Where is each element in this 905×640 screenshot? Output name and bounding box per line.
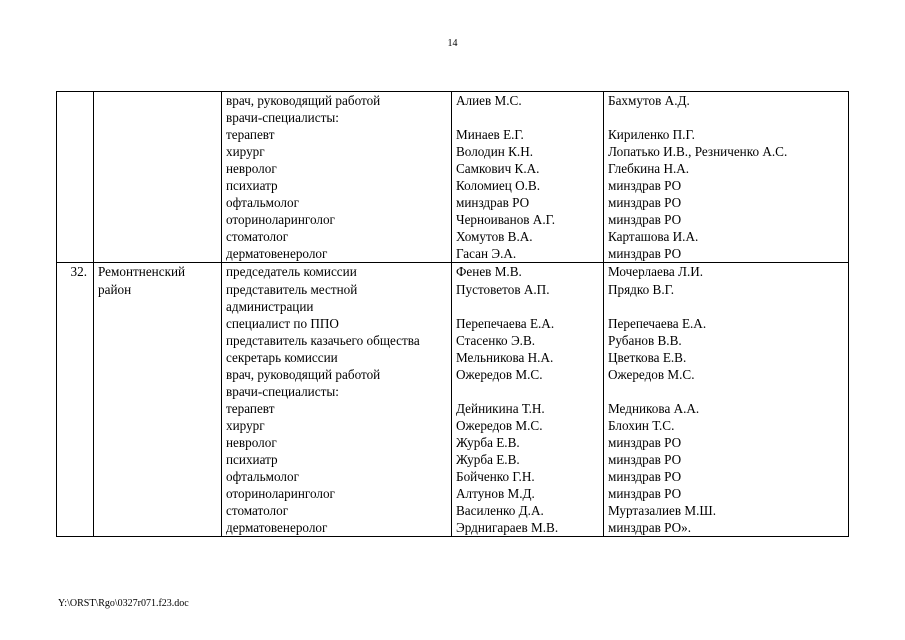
table-body	[57, 92, 849, 537]
footer-file-path: Y:\ORST\Rgo\0327r071.f23.doc	[58, 598, 189, 609]
member-line: Алтунов М.Д.	[456, 486, 535, 502]
member-cell	[452, 92, 604, 263]
deputy-line: минздрав РО	[608, 434, 682, 450]
position-line: дерматовенеролог	[226, 520, 328, 536]
member-line: Минаев Е.Г.	[456, 127, 524, 143]
deputy-line: Прядко В.Г.	[608, 281, 675, 297]
member-line: Пустоветов А.П.	[456, 281, 550, 297]
position-line: дерматовенеролог	[226, 246, 328, 262]
member-line: Володин К.Н.	[456, 144, 534, 160]
position-line: специалист по ППО	[226, 315, 339, 331]
deputy-line: минздрав РО	[608, 246, 682, 262]
member-line: Алиев М.С.	[456, 93, 522, 108]
deputy-line: Ожередов М.С.	[608, 366, 695, 382]
member-line: Эрднигараев М.В.	[456, 520, 559, 536]
member-line	[456, 298, 603, 315]
deputy-line: Бахмутов А.Д.	[608, 93, 690, 108]
deputy-line: Муртазалиев М.Ш.	[608, 503, 717, 519]
district-cell	[94, 263, 222, 537]
position-line: психиатр	[226, 178, 278, 194]
deputy-line: Рубанов В.В.	[608, 332, 682, 348]
member-line: Мельникова Н.А.	[456, 349, 554, 365]
member-line: Самкович К.А.	[456, 161, 540, 177]
position-line: администрации	[226, 298, 314, 314]
position-line: оториноларинголог	[226, 486, 335, 502]
member-line	[456, 383, 603, 400]
member-line: Стасенко Э.В.	[456, 332, 536, 348]
position-line: хирург	[226, 417, 265, 433]
deputy-line: минздрав РО	[608, 195, 682, 211]
deputy-line	[608, 383, 848, 400]
deputy-line: Карташова И.А.	[608, 229, 699, 245]
position-line: офтальмолог	[226, 195, 299, 211]
deputy-line: минздрав РО	[608, 469, 682, 485]
deputy-line: минздрав РО	[608, 178, 682, 194]
member-line: Журба Е.В.	[456, 451, 520, 467]
position-line: офтальмолог	[226, 469, 299, 485]
position-line: терапевт	[226, 127, 275, 143]
deputy-line: Кириленко П.Г.	[608, 127, 695, 143]
deputy-cell	[604, 92, 849, 263]
member-line: Дейникина Т.Н.	[456, 400, 545, 416]
deputy-line: минздрав РО	[608, 451, 682, 467]
deputy-line: Глебкина Н.А.	[608, 161, 690, 177]
member-line: Гасан Э.А.	[456, 246, 517, 262]
row-number: 32.	[70, 264, 87, 280]
row-number-cell	[57, 92, 94, 263]
position-line: психиатр	[226, 451, 278, 467]
position-line: секретарь комиссии	[226, 349, 338, 365]
deputy-line: Медникова А.А.	[608, 400, 700, 416]
deputy-line: Блохин Т.С.	[608, 417, 675, 433]
member-line: Ожередов М.С.	[456, 417, 543, 433]
position-line: стоматолог	[226, 229, 289, 245]
member-line: Хомутов В.А.	[456, 229, 533, 245]
member-cell	[452, 263, 604, 537]
deputy-line	[608, 298, 848, 315]
district-line: Ремонтненский	[98, 264, 186, 280]
page-number: 14	[447, 38, 458, 49]
member-line: минздрав РО	[456, 195, 530, 211]
position-line: невролог	[226, 161, 277, 177]
member-line: Василенко Д.А.	[456, 503, 544, 519]
position-line: представитель местной	[226, 281, 358, 297]
member-line: Коломиец О.В.	[456, 178, 541, 194]
row-number	[61, 92, 87, 109]
deputy-line: Мочерлаева Л.И.	[608, 264, 704, 280]
position-line: врач, руководящий работой	[226, 93, 381, 108]
member-line: Ожередов М.С.	[456, 366, 543, 382]
position-line: хирург	[226, 144, 265, 160]
table-row	[57, 263, 849, 537]
deputy-line: Цветкова Е.В.	[608, 349, 687, 365]
position-cell	[222, 92, 452, 263]
table-row	[57, 92, 849, 263]
position-line: врачи-специалисты:	[226, 110, 339, 126]
position-line: врачи-специалисты:	[226, 383, 339, 399]
deputy-line: Лопатько И.В., Резниченко А.С.	[608, 144, 788, 160]
member-line: Журба Е.В.	[456, 434, 520, 450]
member-line: Перепечаева Е.А.	[456, 315, 555, 331]
district-line: район	[98, 281, 132, 297]
position-line: представитель казачьего общества	[226, 332, 420, 348]
member-line	[456, 109, 603, 126]
position-line: стоматолог	[226, 503, 289, 519]
position-line: оториноларинголог	[226, 212, 335, 228]
member-line: Бойченко Г.Н.	[456, 469, 535, 485]
deputy-line: минздрав РО».	[608, 520, 692, 536]
deputy-line: минздрав РО	[608, 212, 682, 228]
deputy-cell	[604, 263, 849, 537]
position-line: терапевт	[226, 400, 275, 416]
position-line: врач, руководящий работой	[226, 366, 381, 382]
commission-table	[56, 91, 849, 537]
position-line: невролог	[226, 434, 277, 450]
row-number-cell	[57, 263, 94, 537]
deputy-line: Перепечаева Е.А.	[608, 315, 707, 331]
position-cell	[222, 263, 452, 537]
member-line: Черноиванов А.Г.	[456, 212, 556, 228]
member-line: Фенев М.В.	[456, 264, 522, 280]
district-cell	[94, 92, 222, 263]
deputy-line	[608, 109, 848, 126]
deputy-line: минздрав РО	[608, 486, 682, 502]
position-line: председатель комиссии	[226, 264, 357, 280]
